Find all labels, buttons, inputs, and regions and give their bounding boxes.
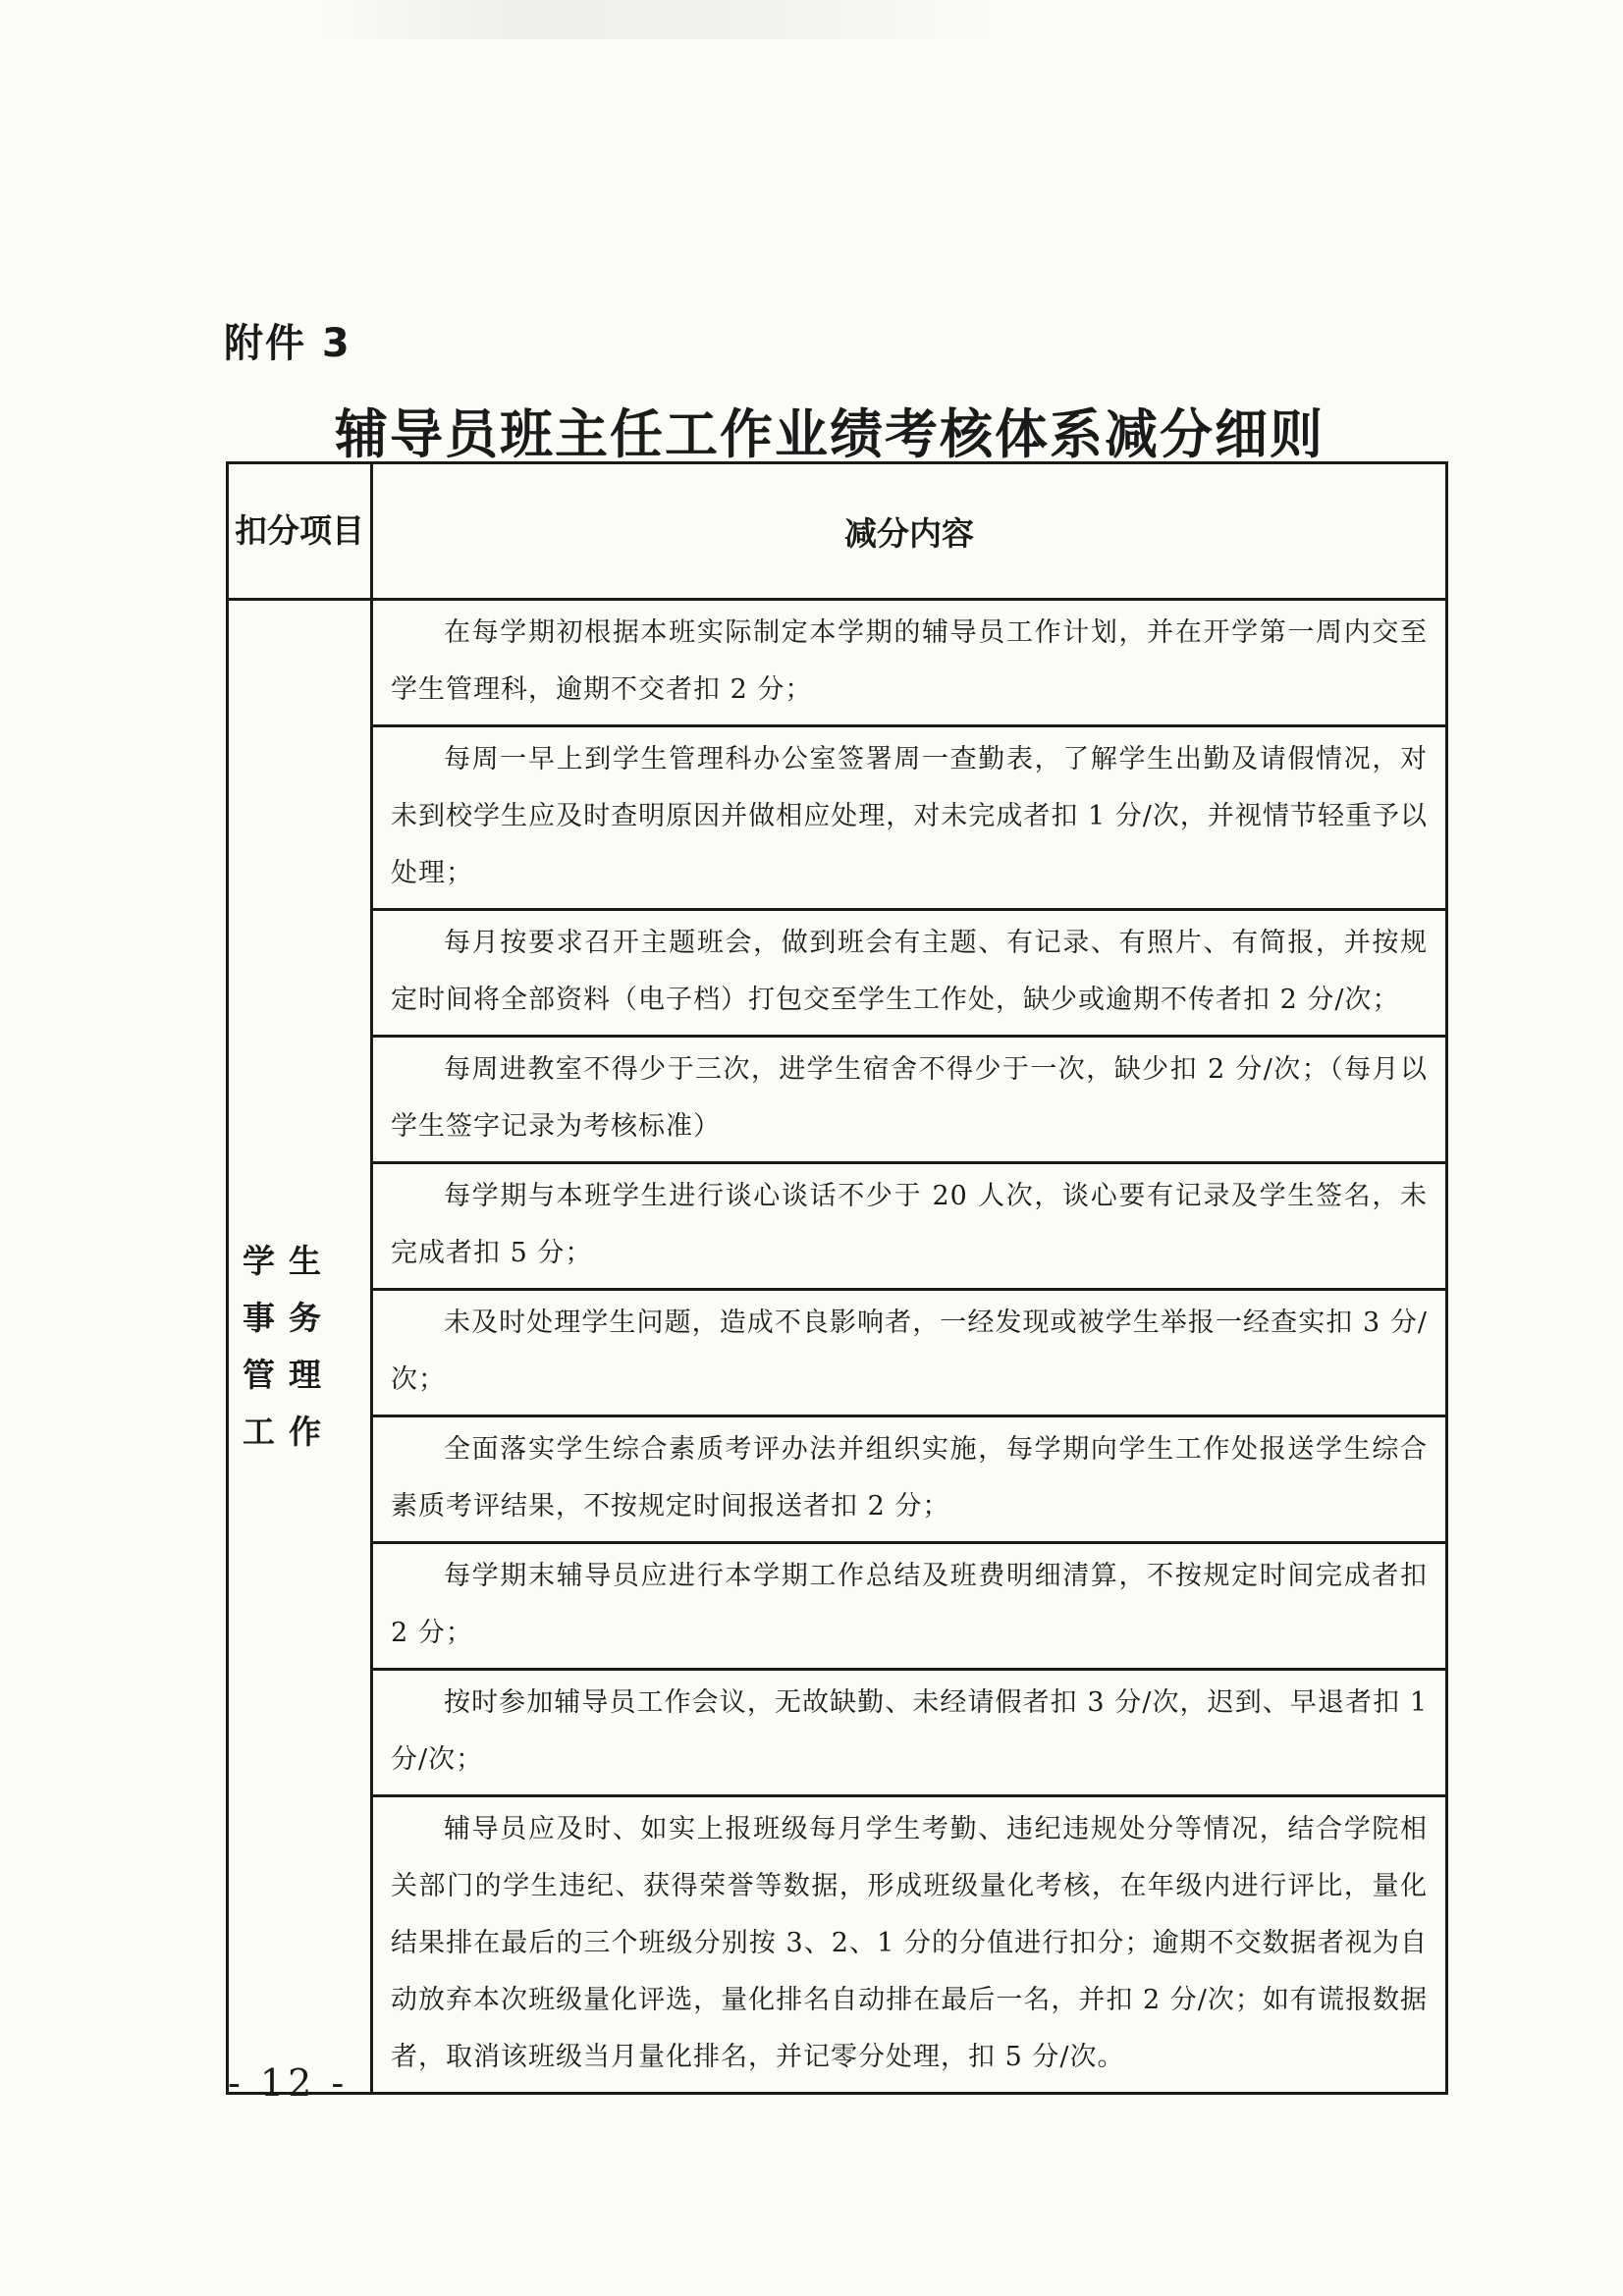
attachment-label: 附件 3 bbox=[224, 321, 352, 366]
rule-cell: 全面落实学生综合素质考评办法并组织实施，每学期向学生工作处报送学生综合素质考评结果，不按规定时间报送者扣 2 分； bbox=[372, 1416, 1447, 1543]
rule-cell: 在每学期初根据本班实际制定本学期的辅导员工作计划，并在开学第一周内交至学生管理科，逾期不交者扣 2 分； bbox=[372, 600, 1447, 726]
table-row bbox=[228, 1416, 1447, 1543]
table-row bbox=[228, 600, 1447, 726]
table-header-row bbox=[228, 463, 1447, 600]
table-row bbox=[228, 1796, 1447, 2094]
table-row bbox=[228, 1163, 1447, 1290]
rule-cell: 辅导员应及时、如实上报班级每月学生考勤、违纪违规处分等情况，结合学院相关部门的学生违纪、获得荣誉等数据，形成班级量化考核，在年级内进行评比，量化结果排在最后的三个班级分别按 3、2、1 分的分值进行扣分；逾期不交数据者视为自动放弃本次班级量化评选，量化排名自动排在最后一名，并扣 2 分/次；如有谎报数据者，取消该班级当月量化排名，并记零分处理，扣 5 分/次。 bbox=[372, 1796, 1447, 2094]
table-row bbox=[228, 1037, 1447, 1163]
table-row bbox=[228, 910, 1447, 1037]
rule-cell: 每学期与本班学生进行谈心谈话不少于 20 人次，谈心要有记录及学生签名，未完成者扣 5 分； bbox=[372, 1163, 1447, 1290]
table-row bbox=[228, 1670, 1447, 1796]
rule-cell: 每周进教室不得少于三次，进学生宿舍不得少于一次，缺少扣 2 分/次；（每月以学生签字记录为考核标准） bbox=[372, 1037, 1447, 1163]
header-deduction-item: 扣分项目 bbox=[228, 463, 372, 600]
rule-cell: 按时参加辅导员工作会议，无故缺勤、未经请假者扣 3 分/次，迟到、早退者扣 1 分/次； bbox=[372, 1670, 1447, 1796]
rule-cell: 未及时处理学生问题，造成不良影响者，一经发现或被学生举报一经查实扣 3 分/次； bbox=[372, 1290, 1447, 1416]
header-deduction-content: 减分内容 bbox=[372, 463, 1447, 600]
scan-smudge bbox=[314, 0, 1001, 39]
rule-cell: 每学期末辅导员应进行本学期工作总结及班费明细清算，不按规定时间完成者扣 2 分； bbox=[372, 1543, 1447, 1670]
category-cell: 学生事务管理工作 bbox=[228, 600, 372, 2094]
rule-cell: 每月按要求召开主题班会，做到班会有主题、有记录、有照片、有简报，并按规定时间将全部资料（电子档）打包交至学生工作处，缺少或逾期不传者扣 2 分/次； bbox=[372, 910, 1447, 1037]
rule-cell: 每周一早上到学生管理科办公室签署周一查勤表，了解学生出勤及请假情况，对未到校学生应及时查明原因并做相应处理，对未完成者扣 1 分/次，并视情节轻重予以处理； bbox=[372, 726, 1447, 910]
table-row bbox=[228, 1543, 1447, 1670]
table-row bbox=[228, 726, 1447, 910]
page-number: - 12 - bbox=[228, 2061, 349, 2105]
document-title: 辅导员班主任工作业绩考核体系减分细则 bbox=[335, 403, 1325, 465]
table-row bbox=[228, 1290, 1447, 1416]
deduction-table bbox=[226, 461, 1448, 2095]
